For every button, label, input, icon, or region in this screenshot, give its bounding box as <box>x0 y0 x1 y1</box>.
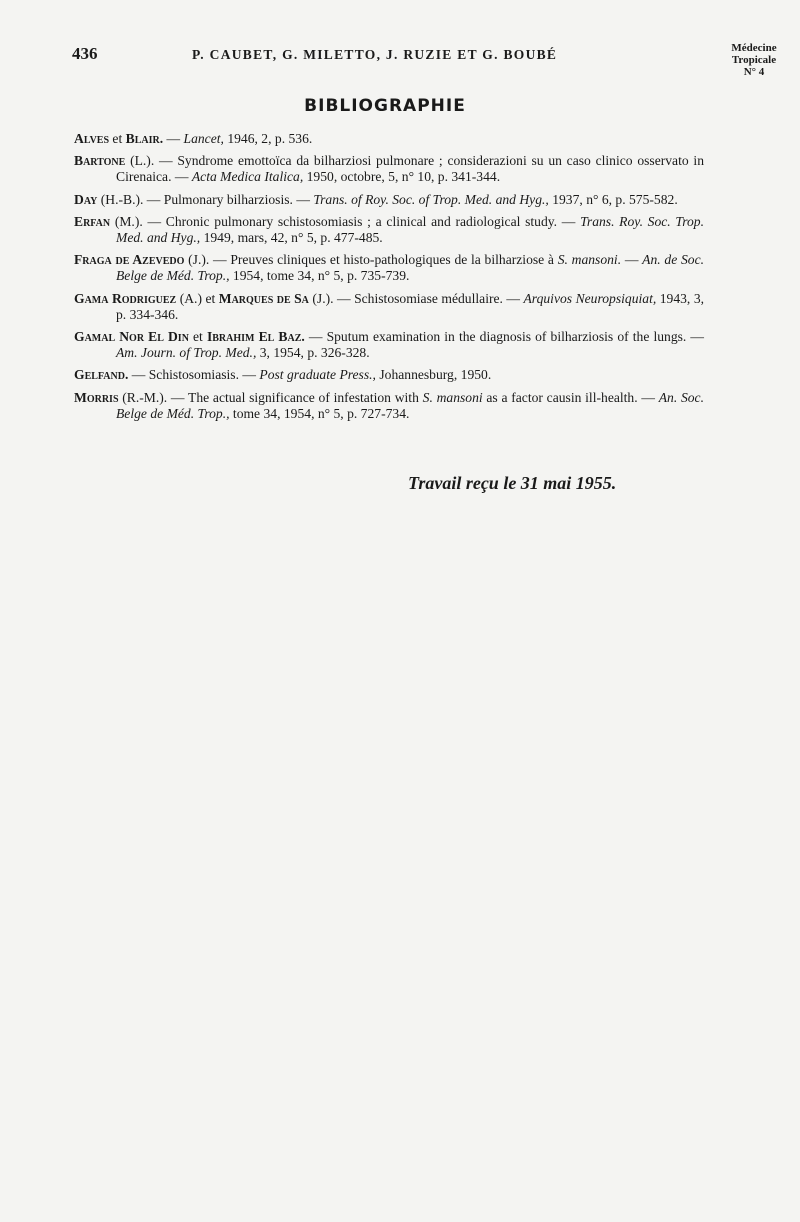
reference-author: Fraga de Azevedo <box>74 252 185 268</box>
reference-text: (J.). — Preuves cliniques et histo-pathologiques de la bilharziose à <box>184 252 558 268</box>
reference-text: et <box>109 131 126 146</box>
reference-source: Am. Journ. of Trop. Med., <box>116 345 257 361</box>
reference-source: Lancet, <box>183 131 224 146</box>
reference-entry <box>74 153 704 185</box>
reference-coauthor: Marques de Sa <box>218 290 309 306</box>
reference-entry <box>74 131 704 147</box>
reference-author: Gelfand. <box>74 367 129 383</box>
reference-source: An. de Soc. Belge de Méd. Trop., <box>116 252 704 284</box>
journal-name-line2: Tropicale <box>731 54 777 66</box>
reference-entry <box>74 291 704 323</box>
reference-text: (A.) et <box>176 290 219 306</box>
reference-author: Erfan <box>74 213 111 229</box>
reference-entry <box>74 329 704 361</box>
reference-list <box>74 131 704 428</box>
reference-source: Trans. Roy. Soc. Trop. Med. and Hyg., <box>116 213 705 246</box>
reference-text: (J.). — Schistosomiase médullaire. — <box>308 290 524 306</box>
reference-text: tome 34, 1954, n° 5, p. 727-734. <box>229 405 410 421</box>
reference-author: Bartone <box>74 153 126 169</box>
reference-text: 1949, mars, 42, n° 5, p. 477-485. <box>200 230 383 246</box>
reference-entry <box>74 367 704 383</box>
reference-text: et <box>188 329 207 345</box>
received-date: Travail reçu le 31 mai 1955. <box>408 473 617 493</box>
reference-author: Gamal Nor El Din <box>74 329 189 345</box>
reference-text: — Sputum examination in the diagnosis of bilharziosis of the lungs. — <box>304 329 705 345</box>
reference-text: (H.-B.). — Pulmonary bilharziosis. — <box>97 191 314 207</box>
reference-entry <box>74 252 704 284</box>
reference-text: 1954, tome 34, n° 5, p. 735-739. <box>229 268 410 284</box>
reference-text: (L.). — Syndrome emottoïca da bilharziosi pulmonare ; considerazioni su un caso clinico osservato in Cirenaica. — <box>116 153 704 185</box>
reference-source: Arquivos Neuropsiquiat, <box>523 290 657 306</box>
reference-author: Day <box>74 191 98 207</box>
reference-text: (R.-M.). — The actual significance of infestation with <box>118 389 423 405</box>
reference-coauthor: Blair. <box>125 131 164 146</box>
reference-author: Morris <box>74 389 119 405</box>
reference-text: — <box>621 252 643 268</box>
running-head-authors: P. CAUBET, G. MILETTO, J. RUZIE ET G. BOUBÉ <box>192 47 558 62</box>
section-title: BIBLIOGRAPHIE <box>304 96 466 116</box>
reference-source: An. Soc. Belge de Méd. Trop., <box>116 389 704 421</box>
reference-author: Gama Rodriguez <box>74 290 177 306</box>
reference-source: Acta Medica Italica, <box>191 169 304 185</box>
reference-entry <box>74 214 704 246</box>
reference-text: as a factor causin ill-health. — <box>482 389 659 405</box>
reference-text: — <box>163 131 184 146</box>
reference-text: 1943, 3, p. 334-346. <box>116 290 705 322</box>
reference-text: — Schistosomiasis. — <box>128 367 260 383</box>
page-number: 436 <box>72 44 98 63</box>
reference-text: 1946, 2, p. 536. <box>223 131 313 146</box>
journal-issue: N° 4 <box>743 66 765 78</box>
journal-tag <box>716 42 792 78</box>
reference-text: (M.). — Chronic pulmonary schistosomiasis ; a clinical and radiological study. — <box>110 213 581 229</box>
reference-source: Trans. of Roy. Soc. of Trop. Med. and Hyg., <box>313 191 549 207</box>
reference-text: 3, 1954, p. 326-328. <box>256 345 370 361</box>
reference-source: S. mansoni. <box>557 252 622 268</box>
reference-text: Johannesburg, 1950. <box>375 367 492 383</box>
reference-text: 1950, octobre, 5, n° 10, p. 341-344. <box>303 169 501 185</box>
reference-text: 1937, n° 6, p. 575-582. <box>548 191 678 207</box>
journal-name-line1: Médecine <box>731 42 777 54</box>
reference-source: S. mansoni <box>422 389 483 405</box>
reference-entry <box>74 390 704 422</box>
reference-entry <box>74 192 704 208</box>
reference-source: Post graduate Press., <box>259 367 376 383</box>
reference-author: Alves <box>74 131 110 146</box>
reference-coauthor: Ibrahim El Baz. <box>206 329 305 345</box>
